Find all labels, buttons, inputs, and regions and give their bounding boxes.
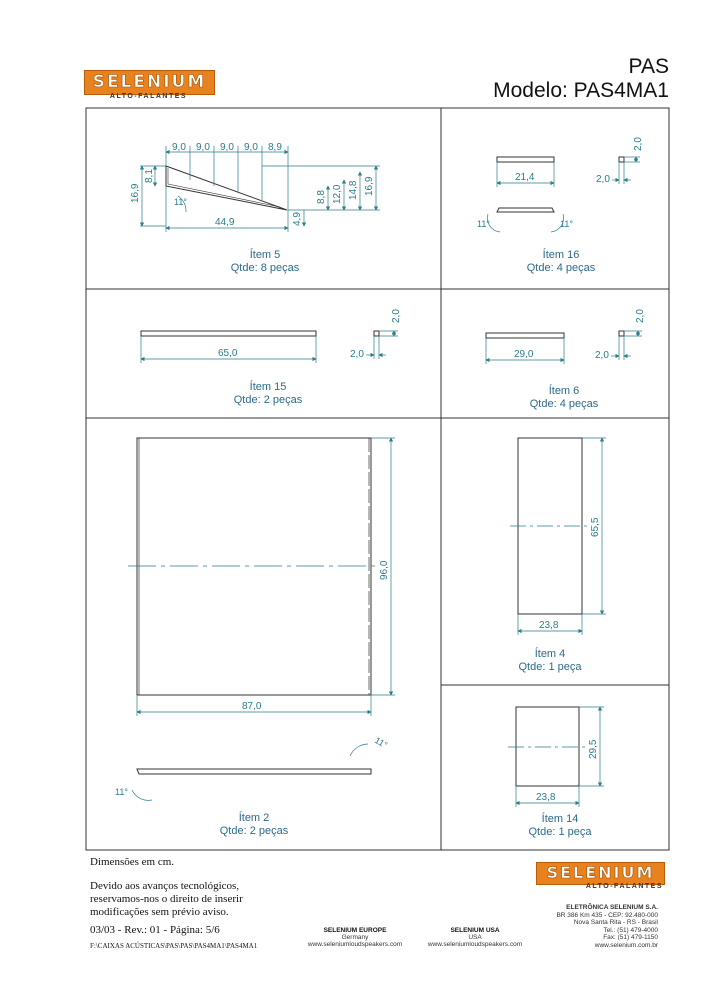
- item6-drawing: [486, 309, 646, 364]
- item2-name: Ítem 2: [238, 812, 270, 824]
- item16-qty: Qtde: 4 peças: [526, 262, 596, 274]
- item15-dim-length: 65,0: [218, 348, 238, 359]
- company-tel: Tel.: (51) 479-4000: [603, 927, 658, 934]
- usa-office-country: USA: [468, 934, 482, 941]
- footer-logo-subtitle: ALTO-FALANTES: [585, 883, 663, 890]
- item16-dim-length: 21,4: [515, 172, 535, 183]
- item5-drawing: [130, 142, 380, 232]
- item5-dim-7: 16,9: [130, 183, 141, 203]
- item2-angle-left: 11°: [115, 787, 128, 797]
- company-address1: BR 386 Km 435 - CEP: 92.480-000: [556, 912, 658, 919]
- item2-angle-right: 11°: [373, 735, 390, 751]
- logo-wordmark: SELENIUM: [92, 72, 207, 92]
- item5-dim-3: 9,0: [220, 142, 234, 153]
- item5-dim-10: 12,0: [332, 184, 343, 204]
- item6-qty: Qtde: 4 peças: [529, 398, 599, 410]
- item5-dim-4: 9,0: [244, 142, 258, 153]
- company-fax: Fax: (51) 479-1150: [603, 934, 658, 941]
- item5-dim-9: 8,8: [316, 190, 327, 204]
- item14-dim-height: 29,5: [588, 739, 599, 759]
- item5-dim-11: 14,8: [348, 180, 359, 200]
- disclaimer-line1: Devido aos avanços tecnológicos,: [90, 880, 240, 892]
- item5-caption: [195, 249, 335, 275]
- item14-qty: Qtde: 1 peça: [528, 826, 592, 838]
- item2-drawing: [115, 438, 395, 800]
- item16-name: Ítem 16: [542, 249, 580, 261]
- units-note: Dimensões em cm.: [90, 856, 175, 868]
- item2-dim-width: 87,0: [242, 701, 262, 712]
- item14-dim-width: 23,8: [536, 792, 556, 803]
- item5-dim-12: 16,9: [364, 176, 375, 196]
- item14-caption: [490, 813, 630, 839]
- item16-caption: [491, 249, 631, 275]
- item6-dim-length: 29,0: [514, 349, 534, 360]
- europe-office-site: www.seleniumloudspeakers.com: [307, 941, 403, 948]
- item6-caption: [494, 385, 634, 411]
- item5-dim-6: 8,1: [144, 169, 155, 183]
- usa-office-title: SELENIUM USA: [450, 927, 500, 934]
- item16-angle-left: 11°: [477, 219, 490, 229]
- item5-dim-8: 44,9: [215, 217, 235, 228]
- company-name: ELETRÔNICA SELENIUM S.A.: [566, 904, 658, 911]
- model-title: Modelo: PAS4MA1: [493, 79, 669, 102]
- logo-subtitle: ALTO-FALANTES: [109, 93, 188, 100]
- item5-angle: 11°: [174, 197, 187, 207]
- item16-angle-right: 11°: [560, 219, 573, 229]
- disclaimer-line2: reservamos-nos o direito de inserir: [90, 893, 243, 905]
- item4-dim-height: 65,5: [590, 517, 601, 537]
- item16-dim-width: 2,0: [596, 174, 610, 185]
- item5-dim-2: 9,0: [196, 142, 210, 153]
- item14-name: Ítem 14: [541, 813, 579, 825]
- europe-office-title: SELENIUM EUROPE: [323, 927, 387, 934]
- item5-name: Ítem 5: [249, 249, 281, 261]
- document-title: PAS: [628, 55, 669, 78]
- item2-dim-height: 96,0: [379, 560, 390, 580]
- file-path: F:\CAIXAS ACÚSTICAS\PAS\PAS\PAS4MA1\PAS4MA1: [90, 942, 258, 950]
- company-site: www.selenium.com.br: [594, 942, 658, 949]
- item5-dim-13: 4,9: [292, 212, 303, 226]
- item15-name: Ítem 15: [249, 381, 287, 393]
- item14-drawing: [508, 707, 604, 807]
- item15-dim-width: 2,0: [350, 349, 364, 360]
- item15-caption: [198, 381, 338, 407]
- item5-dim-5: 8,9: [268, 142, 282, 153]
- item16-drawing: [477, 137, 644, 232]
- item15-drawing: [141, 309, 402, 363]
- item4-qty: Qtde: 1 peça: [518, 661, 582, 673]
- item5-qty: Qtde: 8 peças: [230, 262, 300, 274]
- item4-name: Ítem 4: [534, 648, 566, 660]
- company-address2: Nova Santa Rita - RS - Brasil: [573, 919, 658, 926]
- item15-dim-height: 2,0: [391, 309, 402, 323]
- usa-office-site: www.seleniumloudspeakers.com: [427, 941, 523, 948]
- item2-caption: [184, 812, 324, 838]
- item4-caption: [480, 648, 620, 674]
- europe-office-country: Germany: [341, 934, 369, 941]
- item4-drawing: [510, 438, 606, 635]
- item2-qty: Qtde: 2 peças: [219, 825, 289, 837]
- footer-selenium-logo: [536, 862, 665, 885]
- revision-note: 03/03 - Rev.: 01 - Página: 5/6: [90, 924, 220, 936]
- item6-dim-width: 2,0: [595, 350, 609, 361]
- item6-name: Ítem 6: [548, 385, 580, 397]
- item6-dim-height: 2,0: [635, 309, 646, 323]
- footer-logo-wordmark: SELENIUM: [546, 863, 655, 882]
- disclaimer-line3: modificações sem prévio aviso.: [90, 906, 229, 918]
- item15-qty: Qtde: 2 peças: [233, 394, 303, 406]
- item4-dim-width: 23,8: [539, 620, 559, 631]
- item16-dim-height: 2,0: [633, 137, 644, 151]
- item5-dim-1: 9,0: [172, 142, 186, 153]
